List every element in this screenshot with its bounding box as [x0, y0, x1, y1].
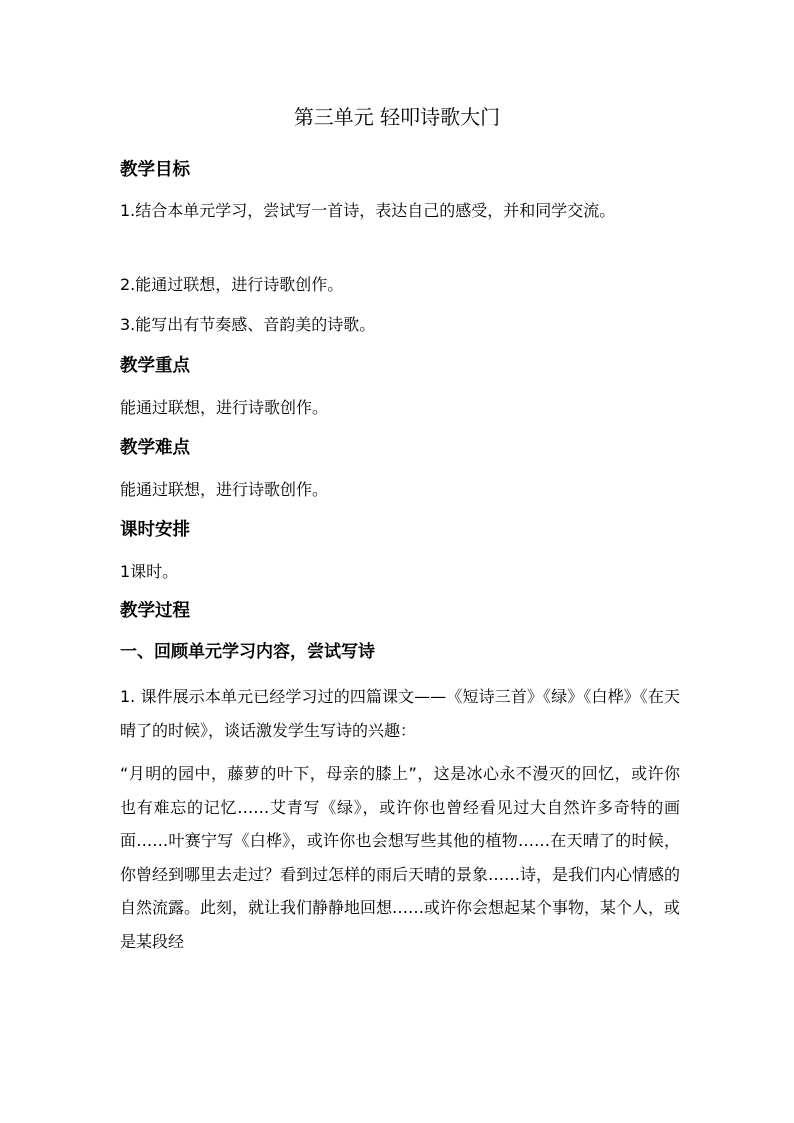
- objective-3: 3.能写出有节奏感、音韵美的诗歌。: [120, 315, 376, 334]
- objectives-heading: 教学目标: [120, 160, 190, 180]
- difficulties-text: 能通过联想，进行诗歌创作。: [120, 480, 329, 499]
- schedule-heading: 课时安排: [120, 520, 190, 540]
- objective-2: 2.能通过联想，进行诗歌创作。: [120, 275, 344, 294]
- objective-1: 1.结合本单元学习，尝试写一首诗，表达自己的感受，并和同学交流。: [120, 201, 616, 220]
- section-1-heading: 一、回顾单元学习内容，尝试写诗: [120, 642, 375, 662]
- quote-paragraph: “月明的园中，藤萝的叶下，母亲的膝上”，这是冰心永不漫灭的回忆，或许你也有难忘的记忆……艾青写《绿》，或许你也曾经看见过大自然许多奇特的画面……叶赛宁写《白桦》，或许你也会想写些其他的植物……在天晴了的时候，你曾经到哪里去走过？看到过怎样的雨后天晴的景象……诗，是我们内心情感的自然流露。此刻，就让我们静静地回想……或许你会想起某个事物，某个人，或是某段经: [120, 764, 681, 951]
- key-points-text: 能通过联想，进行诗歌创作。: [120, 398, 329, 417]
- key-points-heading: 教学重点: [120, 356, 190, 376]
- process-heading: 教学过程: [120, 601, 190, 621]
- difficulties-heading: 教学难点: [120, 438, 190, 458]
- schedule-text: 1课时。: [120, 562, 179, 581]
- document-title: 第三单元 轻叩诗歌大门: [293, 105, 501, 129]
- step-1-text: 1. 课件展示本单元已经学习过的四篇课文——《短诗三首》《绿》《白桦》《在天晴了的时候》，谈话激发学生写诗的兴趣：: [120, 687, 680, 740]
